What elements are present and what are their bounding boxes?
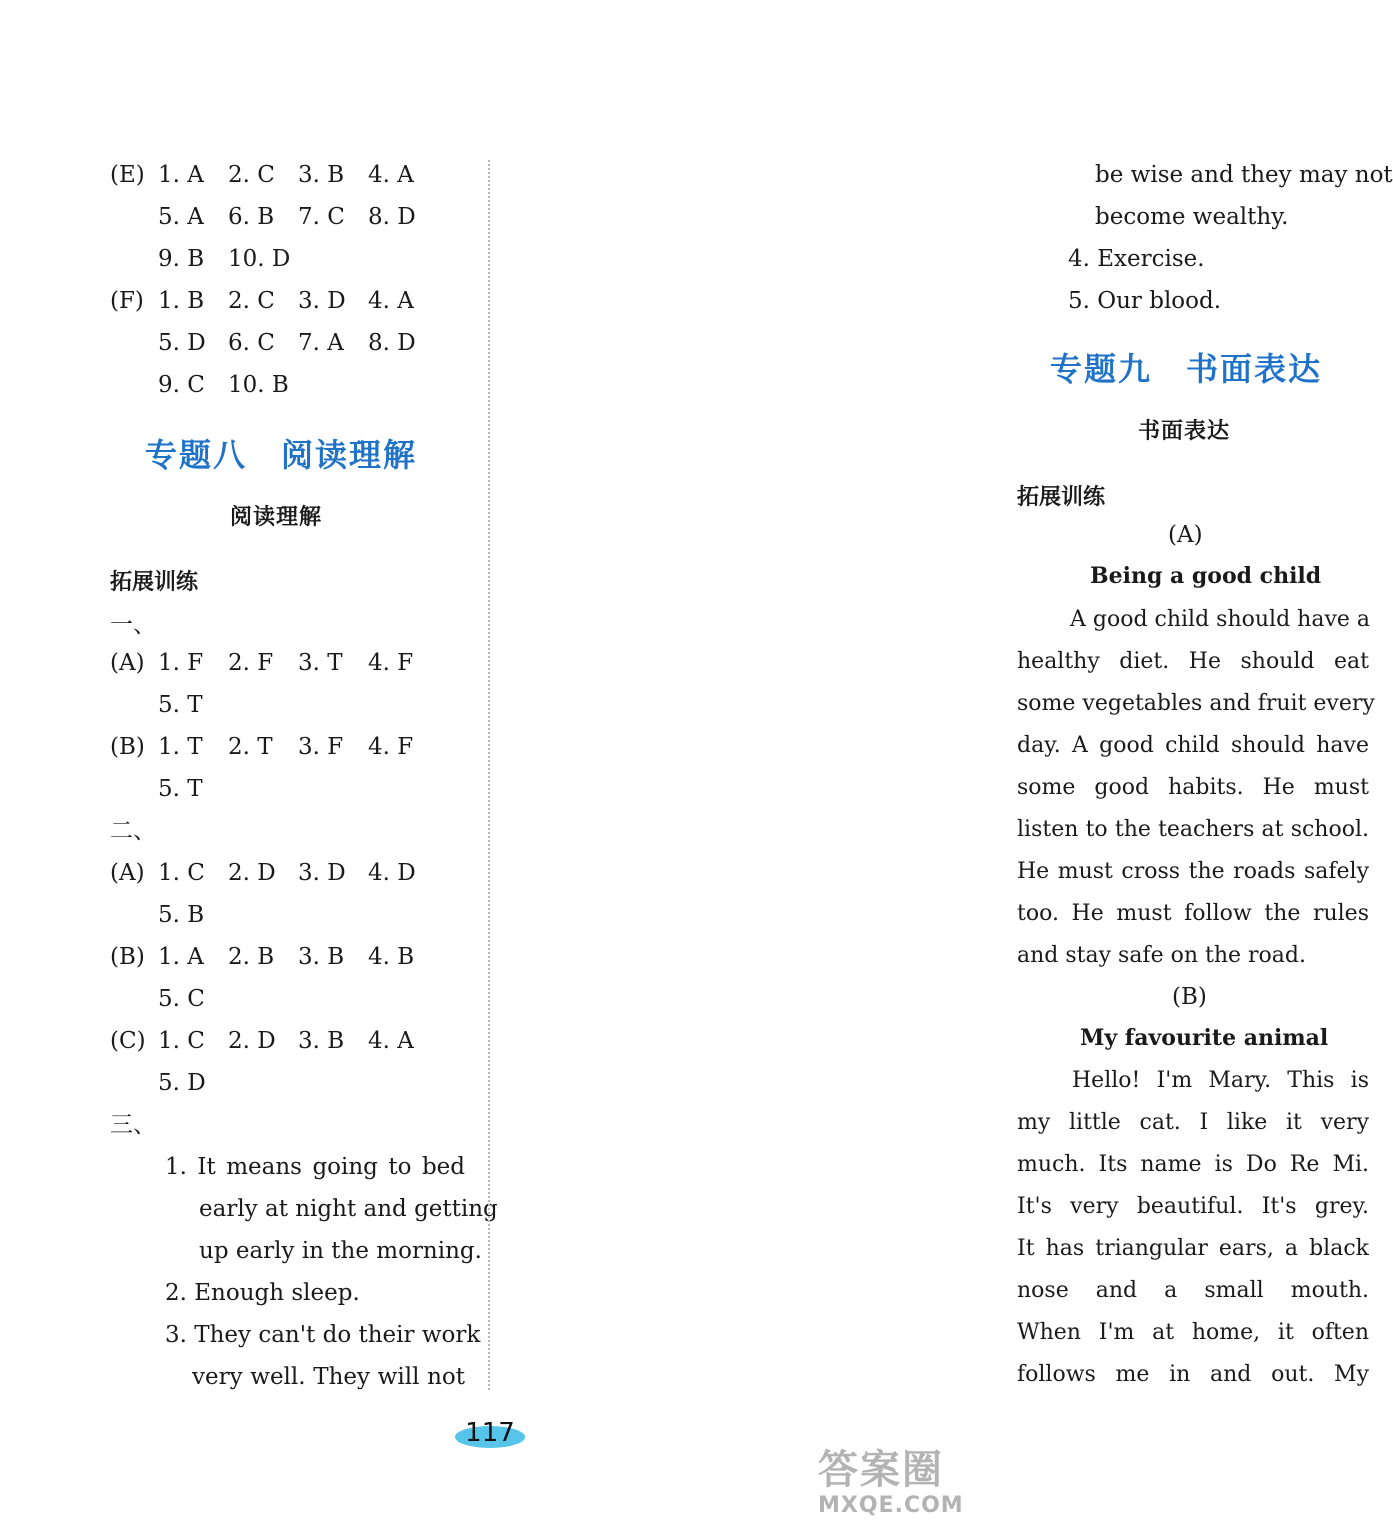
answer: 5. C: [158, 986, 205, 1012]
essay-line: some vegetables and fruit every: [1017, 691, 1375, 716]
answer: 5. T: [158, 776, 203, 802]
group-label: (B): [110, 734, 145, 760]
answer: 4. D: [368, 860, 416, 886]
answer: 9. B: [158, 246, 205, 272]
page-number: [455, 1418, 525, 1452]
answer: 1. F: [158, 650, 204, 676]
essay-line: day. A good child should have: [1017, 733, 1369, 758]
answer-line: very well. They will not: [192, 1364, 465, 1390]
essay-line: It has triangular ears, a black: [1017, 1236, 1369, 1261]
group-label: (C): [110, 1028, 146, 1054]
group-label: (F): [110, 288, 144, 314]
answer: 2. B: [228, 944, 275, 970]
answer: 5. B: [158, 902, 205, 928]
answer: 2. T: [228, 734, 273, 760]
group-label: (A): [110, 650, 145, 676]
answer: 1. C: [158, 860, 205, 886]
watermark-top: 答案圈: [818, 1447, 944, 1493]
part-label: 一、: [110, 612, 156, 638]
answer: 2. D: [228, 1028, 276, 1054]
answer: 1. A: [158, 162, 204, 188]
essay-title: My favourite animal: [1080, 1025, 1329, 1051]
page-number-text: 117: [465, 1418, 515, 1448]
answer: 9. C: [158, 372, 205, 398]
answer: 7. A: [298, 330, 344, 356]
essay-label: (A): [1168, 522, 1203, 548]
group-label: (B): [110, 944, 145, 970]
answer: 4. F: [368, 734, 414, 760]
answer: 2. C: [228, 162, 275, 188]
answer-line: be wise and they may not: [1095, 162, 1393, 188]
answer: 5. D: [158, 330, 206, 356]
essay-line: nose and a small mouth.: [1017, 1278, 1369, 1303]
essay-line: some good habits. He must: [1017, 775, 1369, 800]
column-divider: [488, 160, 490, 1390]
answer: 5. T: [158, 692, 203, 718]
subsection-title: 书面表达: [1138, 419, 1231, 444]
essay-line: my little cat. I like it very: [1017, 1110, 1369, 1135]
answer: 4. F: [368, 650, 414, 676]
answer-line: 1. It means going to bed: [165, 1154, 465, 1180]
training-heading: 拓展训练: [110, 570, 199, 595]
part-label: 二、: [110, 818, 156, 844]
essay-line: and stay safe on the road.: [1017, 943, 1306, 968]
subsection-title: 阅读理解: [230, 505, 323, 530]
group-label: (E): [110, 162, 145, 188]
answer: 5. A: [158, 204, 204, 230]
answer: 4. A: [368, 1028, 414, 1054]
essay-line: Hello! I'm Mary. This is: [1072, 1068, 1369, 1093]
watermark-bottom: MXQE.COM: [818, 1493, 964, 1518]
essay-title: Being a good child: [1090, 563, 1322, 589]
answer: 1. B: [158, 288, 205, 314]
answer: 4. A: [368, 288, 414, 314]
answer: 2. F: [228, 650, 274, 676]
essay-line: A good child should have a: [1070, 607, 1370, 632]
essay-line: listen to the teachers at school.: [1017, 817, 1369, 842]
answer-line: early at night and getting: [199, 1196, 498, 1222]
answer: 3. D: [298, 288, 346, 314]
answer: 3. D: [298, 860, 346, 886]
answer-line: 5. Our blood.: [1068, 288, 1222, 314]
answer-line: 4. Exercise.: [1068, 246, 1205, 272]
answer: 3. B: [298, 1028, 345, 1054]
part-label: 三、: [110, 1112, 156, 1138]
answer: 10. D: [228, 246, 291, 272]
essay-line: When I'm at home, it often: [1017, 1320, 1369, 1345]
answer: 3. F: [298, 734, 344, 760]
answer-line: 3. They can't do their work: [165, 1322, 481, 1348]
answer: 10. B: [228, 372, 289, 398]
essay-line: It's very beautiful. It's grey.: [1017, 1194, 1369, 1219]
answer: 1. T: [158, 734, 203, 760]
training-heading: 拓展训练: [1017, 485, 1106, 510]
answer: 2. D: [228, 860, 276, 886]
answer-line: become wealthy.: [1095, 204, 1289, 230]
essay-line: too. He must follow the rules: [1017, 901, 1369, 926]
section-title-8: 专题八 阅读理解: [145, 436, 418, 474]
essay-line: much. Its name is Do Re Mi.: [1017, 1152, 1369, 1177]
answer: 4. B: [368, 944, 415, 970]
answer: 6. C: [228, 330, 275, 356]
answer: 6. B: [228, 204, 275, 230]
answer: 3. T: [298, 650, 343, 676]
watermark-logo: [818, 1447, 993, 1522]
answer-line: 2. Enough sleep.: [165, 1280, 360, 1306]
answer-line: up early in the morning.: [199, 1238, 482, 1264]
answer: 8. D: [368, 204, 416, 230]
answer: 4. A: [368, 162, 414, 188]
answer: 2. C: [228, 288, 275, 314]
essay-label: (B): [1172, 984, 1207, 1010]
answer: 1. A: [158, 944, 204, 970]
answer: 5. D: [158, 1070, 206, 1096]
essay-line: healthy diet. He should eat: [1017, 649, 1369, 674]
essay-line: follows me in and out. My: [1017, 1362, 1369, 1387]
group-label: (A): [110, 860, 145, 886]
answer: 7. C: [298, 204, 345, 230]
essay-line: He must cross the roads safely: [1017, 859, 1369, 884]
section-title-9: 专题九 书面表达: [1050, 350, 1323, 388]
answer: 1. C: [158, 1028, 205, 1054]
answer: 3. B: [298, 944, 345, 970]
answer: 8. D: [368, 330, 416, 356]
answer: 3. B: [298, 162, 345, 188]
